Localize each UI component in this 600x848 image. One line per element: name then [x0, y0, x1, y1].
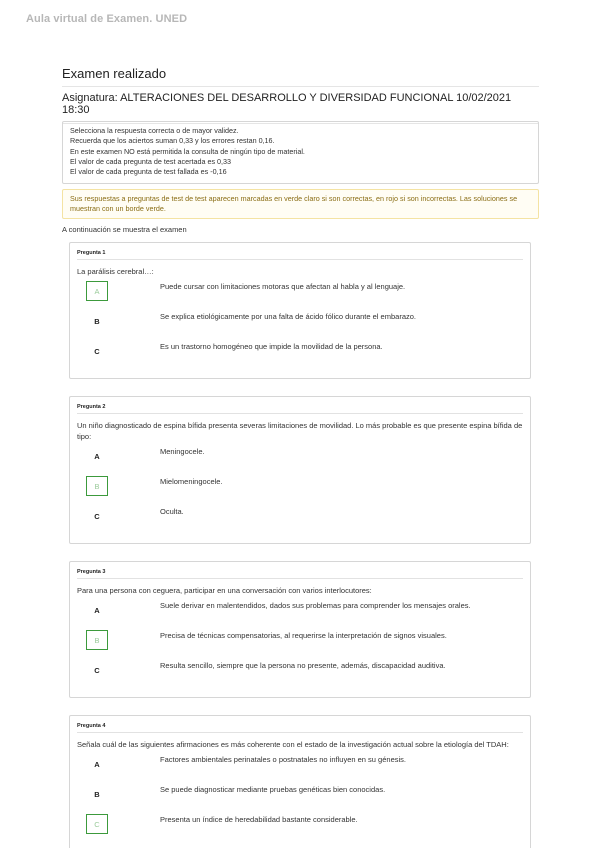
option-text: Se explica etiológicamente por una falta de ácido fólico durante el embarazo. [160, 312, 416, 321]
question-divider [77, 259, 523, 260]
option-text: Mielomeningocele. [160, 477, 223, 486]
question-number: Pregunta 1 [77, 250, 106, 256]
question-text: Señala cuál de las siguientes afirmaciones es más coherente con el estado de la investigación actual sobre la etiología del TDAH: [77, 740, 509, 749]
subject-title: Asignatura: ALTERACIONES DEL DESARROLLO Y DIVERSIDAD FUNCIONAL 10/02/2021 18:30 [62, 92, 539, 124]
question-number: Pregunta 4 [77, 723, 106, 729]
exam-intro: A continuación se muestra el examen [62, 225, 187, 234]
answer-option-c [86, 506, 516, 528]
option-text: Oculta. [160, 507, 184, 516]
question-card-2 [69, 396, 531, 544]
rule-line: En este examen NO está permitida la consulta de ningún tipo de material. [70, 146, 305, 156]
option-text: Presenta un índice de heredabilidad bastante considerable. [160, 815, 358, 824]
rule-line: Recuerda que los aciertos suman 0,33 y los errores restan 0,16. [70, 136, 275, 146]
option-text: Puede cursar con limitaciones motoras que afectan al habla y al lenguaje. [160, 282, 406, 291]
option-letter-correct: C [86, 814, 108, 834]
question-text: Un niño diagnosticado de espina bífida presenta severas limitaciones de movilidad. Lo más probable es que presente espina bífida de tipo: [77, 421, 523, 441]
option-text: Es un trastorno homogéneo que impide la movilidad de la persona. [160, 342, 383, 351]
option-letter: C [94, 511, 100, 521]
option-text: Suele derivar en malentendidos, dados sus problemas para comprender los mensajes orales. [160, 601, 471, 610]
site-title[interactable]: Aula virtual de Examen. UNED [26, 13, 188, 25]
option-letter: A [94, 759, 100, 769]
question-divider [77, 413, 523, 414]
option-letter: B [94, 789, 100, 799]
answer-option-b [86, 784, 516, 806]
answer-option-c [86, 660, 516, 682]
option-letter: C [94, 665, 100, 675]
option-text: Factores ambientales perinatales o postnatales no influyen en su génesis. [160, 755, 406, 764]
option-letter-correct: B [86, 630, 108, 650]
page-title: Examen realizado [62, 66, 539, 87]
question-text: La parálisis cerebral…: [77, 267, 154, 276]
option-text: Precisa de técnicas compensatorias, al requerirse la interpretación de signos visuales. [160, 631, 447, 640]
option-letter: A [94, 605, 100, 615]
rule-line: El valor de cada pregunta de test acertada es 0,33 [70, 156, 232, 166]
answer-option-b [86, 311, 516, 333]
question-number: Pregunta 2 [77, 404, 106, 410]
rule-line: Selecciona la respuesta correcta o de mayor validez. [70, 126, 239, 135]
answer-option-a [86, 754, 516, 776]
question-card-4 [69, 715, 531, 848]
question-text: Para una persona con ceguera, participar en una conversación con varios interlocutores: [77, 586, 372, 595]
question-number: Pregunta 3 [77, 569, 106, 575]
exam-rules-box [62, 121, 539, 184]
answer-option-c [86, 341, 516, 363]
option-text: Resulta sencillo, siempre que la persona no presente, además, discapacidad auditiva. [160, 661, 446, 670]
question-card-3 [69, 561, 531, 698]
answer-option-b [86, 630, 516, 652]
results-notice: Sus respuestas a preguntas de test de test aparecen marcadas en verde claro si son correctas, en rojo si son incorrectas. Las soluciones se muestran con un borde verde. [62, 189, 539, 219]
answer-option-a [86, 281, 516, 303]
answer-option-a [86, 600, 516, 622]
option-letter-correct: B [86, 476, 108, 496]
option-letter: B [94, 316, 100, 326]
question-divider [77, 578, 523, 579]
question-divider [77, 732, 523, 733]
option-letter-correct: A [86, 281, 108, 301]
option-letter: A [94, 451, 100, 461]
option-text: Meningocele. [160, 447, 205, 456]
answer-option-a [86, 446, 516, 468]
answer-option-b [86, 476, 516, 498]
rule-line: El valor de cada pregunta de test fallada es -0,16 [70, 167, 227, 177]
question-card-1 [69, 242, 531, 379]
option-letter: C [94, 346, 100, 356]
option-text: Se puede diagnosticar mediante pruebas genéticas bien conocidas. [160, 785, 386, 794]
answer-option-c [86, 814, 516, 836]
